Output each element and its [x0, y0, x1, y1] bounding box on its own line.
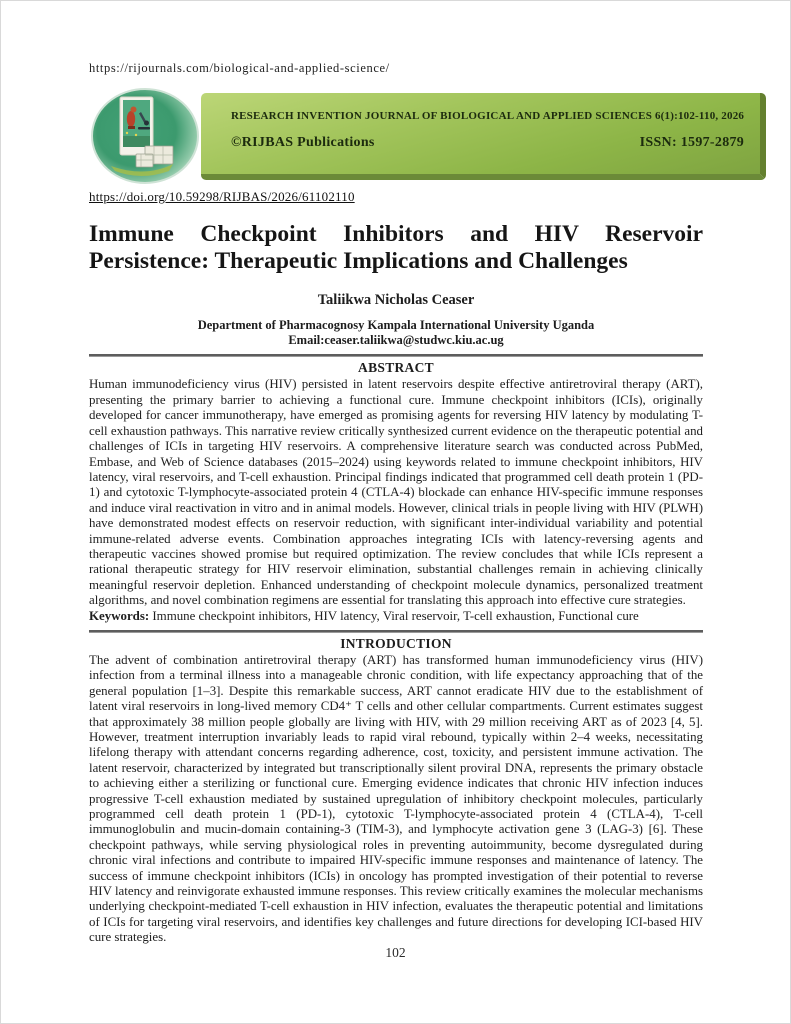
journal-banner: [201, 93, 766, 180]
doi-link[interactable]: https://doi.org/10.59298/RIJBAS/2026/61102110: [89, 189, 355, 204]
journal-logo: [89, 86, 201, 186]
author-name: Taliikwa Nicholas Ceaser: [317, 291, 475, 308]
section-divider-top: [89, 354, 703, 357]
issn-label: ISSN: 1597-2879: [639, 135, 745, 150]
introduction-text: The advent of combination antiretroviral therapy (ART) has transformed human immunodeficiency virus (HIV) infection from a terminal illness into a manageable chronic condition, with life expectancy approaching that of the general population [1–3]. Despite this remarkable success, ART cannot eradicate HIV due to the establishment of latent viral reservoirs in long-lived memory CD4⁺ T cells and other cellular compartments. Current estimates suggest that approximately 38 million people globally are living with HIV, with 29 million receiving ART as of 2023 [4, 5]. However, treatment interruption invariably leads to rapid viral rebound, typically within 2–4 weeks, necessitating lifelong therapy with attendant concerns regarding adherence, cost, toxicity, and persistent immune activation. The latent reservoir, characterized by integrated but transcriptionally silent proviral DNA, represents the primary obstacle to achieving either a sterilizing or functional cure. Emerging evidence indicates that chronic HIV infection induces progressive T-cell exhaustion mediated by sustained upregulation of inhibitory checkpoint molecules, particularly programmed cell death protein 1 (PD-1), cytotoxic T-lymphocyte-associated protein 4 (CTLA-4), T-cell immunoglobulin and mucin-domain containing-3 (TIM-3), and lymphocyte activation gene 3 (LAG-3) [6]. These checkpoint pathways, while serving physiological roles in preventing autoimmunity, become dysregulated during chronic viral infections and contribute to impaired HIV-specific immune responses and maintenance of latency. The success of immune checkpoint inhibitors (ICIs) in oncology has prompted investigation of their potential to reverse HIV latency and reinvigorate exhausted immune responses. This review critically examines the molecular mechanisms underlying checkpoint-mediated T-cell exhaustion in HIV infection, evaluates the therapeutic potential and limitations of ICIs for targeting viral reservoirs, and identifies key challenges and future directions for developing ICI-based HIV cure strategies.: [89, 652, 703, 945]
publisher-label: ©RIJBAS Publications: [231, 135, 375, 150]
keywords-list: Immune checkpoint inhibitors, HIV latency, Viral reservoir, T-cell exhaustion, Functional cure: [149, 608, 639, 623]
abstract-text: [89, 377, 703, 624]
journal-name-line: RESEARCH INVENTION JOURNAL OF BIOLOGICAL AND APPLIED SCIENCES 6(1):102-110, 2026: [231, 110, 745, 122]
abstract-heading: ABSTRACT: [358, 360, 434, 376]
section-divider-middle: [89, 630, 703, 633]
author-email: Email:ceaser.taliikwa@studwc.kiu.ac.ug: [288, 332, 504, 347]
article-title-line1: Immune Checkpoint Inhibitors and HIV Reservoir: [89, 221, 703, 247]
journal-header: [89, 86, 745, 186]
keywords-label: Keywords:: [89, 608, 150, 623]
keywords-line: [89, 609, 639, 623]
journal-website-url: https://rijournals.com/biological-and-applied-science/: [89, 61, 390, 75]
abstract-body: Human immunodeficiency virus (HIV) persisted in latent reservoirs despite effective antiretroviral therapy (ART), presenting the primary barrier to achieving a functional cure. Immune checkpoint inhibitors (ICIs), originally developed for cancer immunotherapy, have emerged as promising agents for reversing HIV latency by modulating T-cell exhaustion pathways. This narrative review critically synthesized current evidence on the therapeutic potential and challenges of ICIs in targeting HIV reservoirs. A comprehensive literature search was conducted across PubMed, Embase, and Web of Science databases (2015–2024) using keywords related to immune checkpoint inhibitors, HIV latency, viral reservoirs, and T-cell exhaustion. Principal findings indicated that programmed cell death protein 1 (PD-1) and cytotoxic T-lymphocyte-associated protein 4 (CTLA-4) blockade can enhance HIV-specific immune responses and induce viral reactivation in vitro and in animal models. However, clinical trials in people living with HIV (PLWH) have demonstrated modest effects on reservoir reduction, with significant inter-individual variability and potential immune-related adverse events. Combination approaches integrating ICIs with latency-reversing agents and therapeutic vaccines showed promise but required optimization. The review concludes that while ICIs represent a rational therapeutic strategy for HIV reservoir elimination, substantial challenges remain in achieving clinically meaningful reservoir depletion. Enhanced understanding of checkpoint molecule dynamics, personalized treatment algorithms, and novel combination regimens are essential for translating this approach into effective cure strategies.: [89, 377, 703, 608]
affiliation-department: Department of Pharmacognosy Kampala International University Uganda: [197, 317, 595, 332]
page-number: 102: [385, 945, 406, 960]
introduction-heading: INTRODUCTION: [340, 635, 452, 651]
author-affiliation: [89, 318, 703, 348]
article-title: [89, 221, 703, 276]
journal-logo-icon: [89, 86, 201, 186]
article-title-line2: Persistence: Therapeutic Implications and Challenges: [89, 248, 628, 275]
